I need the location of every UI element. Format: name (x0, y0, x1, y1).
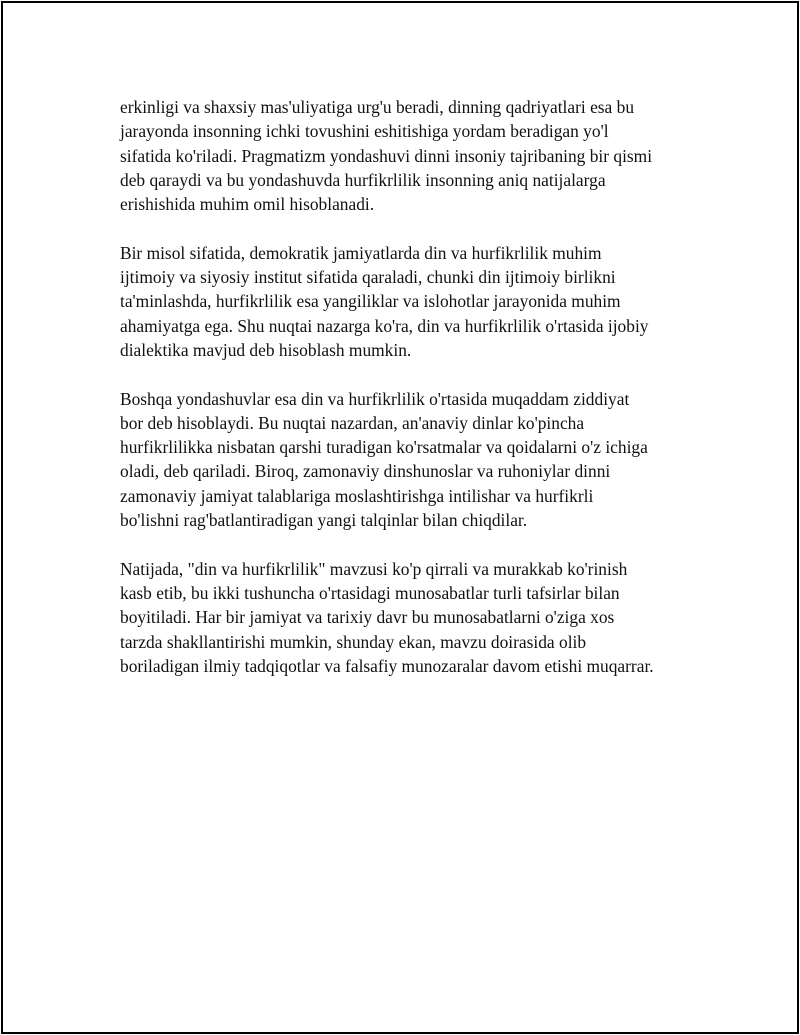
document-page (1, 1, 799, 1034)
text-line: tarzda shakllantirishi mumkin, shunday ekan, mavzu doirasida olib (120, 631, 587, 652)
text-line: bo'lishni rag'batlantiradigan yangi talqinlar bilan chiqdilar. (120, 510, 528, 531)
text-line: ahamiyatga ega. Shu nuqtai nazarga ko'ra, din va hurfikrlilik o'rtasida ijobiy (120, 315, 649, 336)
text-line: zamonaviy jamiyat talablariga moslashtirishga intilishar va hurfikrli (120, 485, 594, 506)
text-line: boriladigan ilmiy tadqiqotlar va falsafiy munozaralar davom etishi muqarrar. (120, 655, 654, 676)
paragraph-4 (120, 557, 700, 678)
text-line: bor deb hisoblaydi. Bu nuqtai nazardan, an'anaviy dinlar ko'pincha (120, 412, 585, 433)
text-line: oladi, deb qariladi. Biroq, zamonaviy dinshunoslar va ruhoniylar dinni (120, 461, 611, 482)
document-body (120, 95, 700, 702)
text-line: jarayonda insonning ichki tovushini eshitishiga yordam beradigan yo'l (120, 121, 609, 142)
text-line: hurfikrlilikka nisbatan qarshi turadigan ko'rsatmalar va qoidalarni o'z ichiga (120, 437, 648, 458)
text-line: Natijada, "din va hurfikrlilik" mavzusi ko'p qirrali va murakkab ko'rinish (120, 558, 628, 579)
text-line: Boshqa yondashuvlar esa din va hurfikrlilik o'rtasida muqaddam ziddiyat (120, 388, 630, 409)
paragraph-3 (120, 387, 700, 533)
text-line: erkinligi va shaxsiy mas'uliyatiga urg'u beradi, dinning qadriyatlari esa bu (120, 97, 635, 117)
paragraph-1 (120, 95, 700, 216)
text-line: kasb etib, bu ikki tushuncha o'rtasidagi munosabatlar turli tafsirlar bilan (120, 582, 620, 603)
text-line: sifatida ko'riladi. Pragmatizm yondashuvi dinni insoniy tajribaning bir qismi (120, 145, 653, 166)
text-line: dialektika mavjud deb hisoblash mumkin. (120, 339, 412, 360)
text-line: boyitiladi. Har bir jamiyat va tarixiy davr bu munosabatlarni o'ziga xos (120, 607, 615, 628)
text-line: deb qaraydi va bu yondashuvda hurfikrlilik insonning aniq natijalarga (120, 169, 606, 190)
text-line: erishishida muhim omil hisoblanadi. (120, 194, 375, 215)
text-line: ijtimoiy va siyosiy institut sifatida qaraladi, chunki din ijtimoiy birlikni (120, 267, 616, 288)
text-line: ta'minlashda, hurfikrlilik esa yangiliklar va islohotlar jarayonida muhim (120, 291, 621, 312)
paragraph-2 (120, 241, 700, 362)
text-line: Bir misol sifatida, demokratik jamiyatlarda din va hurfikrlilik muhim (120, 242, 602, 263)
